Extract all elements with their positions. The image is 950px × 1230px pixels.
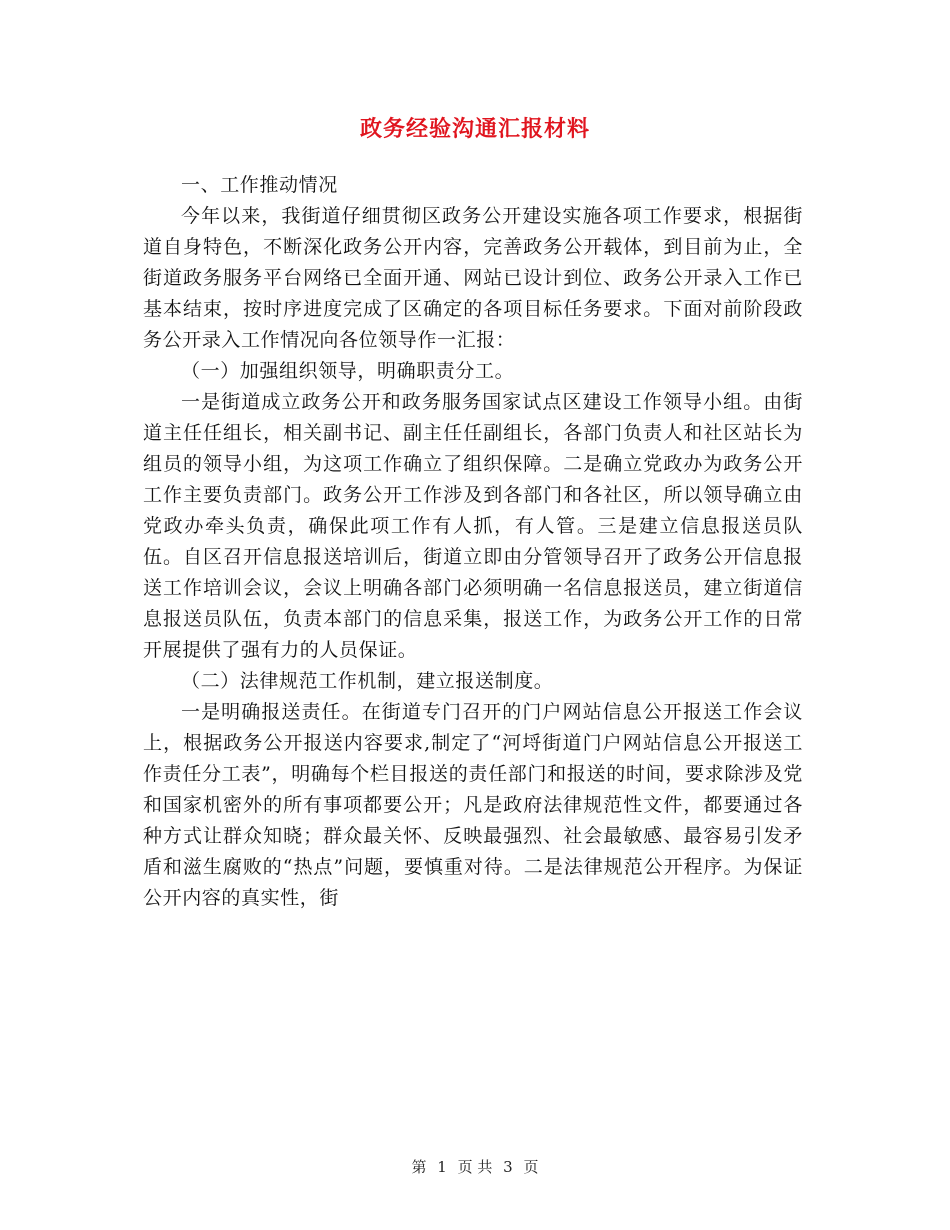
subsection-heading: （二）法律规范工作机制，建立报送制度。 — [181, 670, 554, 692]
subsection-heading: （一）加强组织领导，明确职责分工。 — [181, 360, 515, 382]
document-body — [143, 170, 803, 914]
page-prefix: 第 — [411, 1158, 427, 1176]
intro-paragraph: 今年以来，我街道仔细贯彻区政务公开建设实施各项工作要求，根据街道自身特色，不断深化政务公开内容，完善政务公开载体，到目前为止，全街道政务服务平台网络已全面开通、网站已设计到位、政务公开录入工作已基本结束，按时序进度完成了区确定的各项目标任务要求。下面对前阶段政务公开录入工作情况向各位领导作一汇报： — [143, 205, 803, 351]
page-total: 3 — [503, 1158, 513, 1176]
body-paragraph: 一是明确报送责任。在街道专门召开的门户网站信息公开报送工作会议上，根据政务公开报送内容要求,制定了“河埒街道门户网站信息公开报送工作责任分工表”，明确每个栏目报送的责任部门和报送的时间，要求除涉及党和国家机密外的所有事项都要公开；凡是政府法律规范性文件，都要通过各种方式让群众知晓；群众最关怀、反映最强烈、社会最敏感、最容易引发矛盾和滋生腐败的“热点”问题，要慎重对待。二是法律规范公开程序。为保证公开内容的真实性，街 — [143, 701, 803, 909]
page-suffix: 页 — [523, 1158, 539, 1176]
page-footer — [0, 1156, 950, 1177]
section-heading: 一、工作推动情况 — [181, 174, 338, 196]
document-title: 政务经验沟通汇报材料 — [359, 116, 590, 142]
page-number: 1 — [437, 1158, 447, 1176]
page-mid: 页 共 — [457, 1158, 493, 1176]
body-paragraph: 一是街道成立政务公开和政务服务国家试点区建设工作领导小组。由街道主任任组长，相关副书记、副主任任副组长，各部门负责人和社区站长为组员的领导小组，为这项工作确立了组织保障。二是确立党政办为政务公开工作主要负责部门。政务公开工作涉及到各部门和各社区，所以领导确立由党政办牵头负责，确保此项工作有人抓，有人管。三是建立信息报送员队伍。自区召开信息报送培训后，街道立即由分管领导召开了政务公开信息报送工作培训会议，会议上明确各部门必须明确一名信息报送员，建立街道信息报送员队伍，负责本部门的信息采集，报送工作，为政务公开工作的日常开展提供了强有力的人员保证。 — [143, 391, 803, 661]
